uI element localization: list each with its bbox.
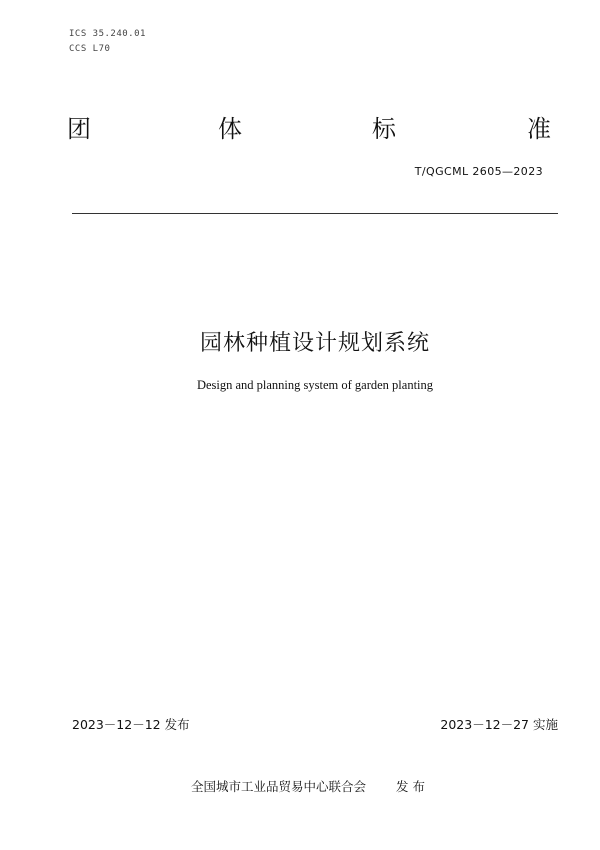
standard-type-char-3: 标 [372, 115, 396, 143]
publish-date: 2023－12－12 发布 [72, 717, 190, 732]
effective-date: 2023－12－27 实施 [440, 717, 558, 732]
issuer-name: 全国城市工业品贸易中心联合会 [191, 779, 367, 794]
standard-type-char-1: 团 [67, 115, 91, 143]
standard-type-char-4: 准 [527, 115, 551, 143]
issuer-line [0, 777, 600, 795]
standard-type-char-2: 体 [218, 115, 242, 143]
issuer-action: 发 布 [396, 779, 425, 794]
ccs-code: CCS L70 [69, 44, 111, 54]
header-divider [72, 213, 558, 214]
standard-number: T/QGCML 2605—2023 [414, 165, 543, 178]
document-title-chinese: 园林种植设计规划系统 [199, 331, 430, 356]
ics-code: ICS 35.240.01 [69, 29, 146, 39]
document-title-english: Design and planning system of garden planting [196, 378, 434, 392]
